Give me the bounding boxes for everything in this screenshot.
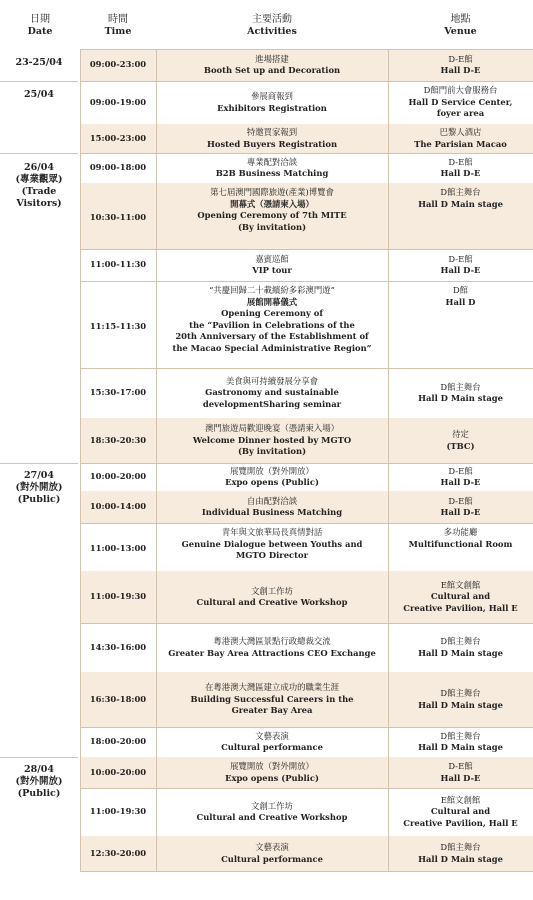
time-cell: 09:00-19:00 <box>89 96 147 107</box>
activity-cell <box>156 757 388 788</box>
venue-line: Hall D-E <box>440 772 481 783</box>
date-line: (Public) <box>17 494 61 505</box>
row-divider <box>80 49 533 50</box>
header-date <box>0 14 80 38</box>
activity-cell <box>156 124 388 153</box>
header-time <box>80 14 156 38</box>
header-date-cn: 日期 <box>30 14 50 25</box>
time-cell: 18:30-20:30 <box>89 434 147 445</box>
header-time-cn: 時間 <box>108 14 128 25</box>
venue-line: foyer area <box>436 108 485 119</box>
column-divider <box>80 49 81 871</box>
venue-line: D-E館 <box>448 253 473 264</box>
activity-cell <box>156 571 388 623</box>
header-activities-en: Activities <box>247 26 297 37</box>
time-cell: 10:00-14:00 <box>89 501 147 512</box>
venue-line: D館 <box>452 285 469 295</box>
activity-line: 展館開幕儀式 <box>246 296 298 307</box>
activity-line: 嘉賓巡館 <box>255 253 289 264</box>
activity-line: Welcome Dinner hosted by MGTO <box>192 434 352 445</box>
activity-line: 展覽開放（對外開放） <box>230 761 314 771</box>
time-cell: 11:15-11:30 <box>89 320 147 331</box>
activity-line: Exhibitors Registration <box>217 102 327 113</box>
column-divider <box>156 49 157 871</box>
activity-line: 展覽開放（對外開放） <box>230 465 314 476</box>
activity-line: 特邀買家報到 <box>246 127 298 137</box>
table-row <box>80 368 533 418</box>
header-date-en: Date <box>27 26 53 37</box>
time-cell: 15:00-23:00 <box>89 132 147 143</box>
table-row <box>80 672 533 727</box>
date-cell <box>0 764 78 800</box>
date-line: (Trade Visitors) <box>16 186 62 209</box>
venue-cell <box>388 672 533 727</box>
venue-cell <box>388 368 533 418</box>
date-line: 26/04 <box>24 162 54 173</box>
activity-line: the “Pavilion in Celebrations of the <box>189 319 355 330</box>
table-row <box>80 124 533 153</box>
table-row <box>80 81 533 124</box>
table-row <box>80 153 533 183</box>
activity-line: Booth Set up and Decoration <box>203 65 341 75</box>
header-venue-cn: 地點 <box>450 14 471 25</box>
activity-cell <box>156 81 388 124</box>
activity-cell <box>156 418 388 463</box>
venue-line: D-E館 <box>448 53 473 64</box>
activity-line: Building Successful Careers in the <box>190 693 354 704</box>
activity-line: “共慶回歸二十載繽紛多彩澳門遊” <box>209 285 335 295</box>
activity-line: Individual Business Matching <box>201 507 343 517</box>
activity-line: MGTO Director <box>235 550 309 560</box>
venue-line: Hall D Main stage <box>418 853 503 864</box>
venue-cell <box>388 491 533 523</box>
activity-line: developmentSharing seminar <box>202 398 342 409</box>
venue-line: E館文創館 <box>440 794 481 805</box>
table-row <box>80 623 533 672</box>
venue-cell <box>388 788 533 836</box>
activity-line: Cultural and Creative Workshop <box>196 812 348 822</box>
activity-cell <box>156 281 388 368</box>
activity-line: 美食與可持續發展分享會 <box>225 375 319 386</box>
time-cell: 16:30-18:00 <box>89 693 147 704</box>
time-cell: 12:30-20:00 <box>89 847 147 858</box>
column-divider <box>388 49 389 871</box>
activity-cell <box>156 623 388 672</box>
venue-line: Hall D Main stage <box>418 742 503 752</box>
date-cell <box>0 470 78 506</box>
table-row <box>80 571 533 623</box>
date-line: (Public) <box>17 788 61 799</box>
venue-line: D-E館 <box>448 761 473 771</box>
activity-line: VIP tour <box>252 265 292 275</box>
time-cell: 18:00-20:00 <box>89 736 147 747</box>
venue-line: Hall D-E <box>440 265 481 275</box>
header-activities <box>156 14 388 38</box>
activity-cell <box>156 249 388 281</box>
activity-line: (By invitation) <box>237 446 307 457</box>
venue-line: D-E館 <box>448 465 473 476</box>
table-row <box>80 836 533 871</box>
activity-line: 20th Anniversary of the Establishment of <box>175 331 369 341</box>
date-line: 25/04 <box>24 89 54 100</box>
activity-line: Expo opens (Public) <box>225 477 319 487</box>
venue-cell <box>388 124 533 153</box>
activity-cell <box>156 491 388 523</box>
date-line: 28/04 <box>24 764 54 775</box>
table-row <box>80 757 533 788</box>
time-cell: 09:00-18:00 <box>89 162 147 173</box>
table-row <box>80 491 533 523</box>
time-cell: 10:00-20:00 <box>89 471 147 482</box>
row-divider <box>80 871 533 872</box>
activity-line: the Macao Special Administrative Region” <box>172 342 372 353</box>
activity-line: 參展商報到 <box>251 91 293 101</box>
date-line: (專業觀眾) <box>15 174 63 185</box>
table-row <box>80 49 533 81</box>
venue-line: 巴黎人酒店 <box>439 127 482 137</box>
date-cell <box>0 89 78 101</box>
venue-line: 多功能廳 <box>443 527 478 537</box>
header-activities-cn: 主要活動 <box>252 14 292 25</box>
venue-cell <box>388 727 533 757</box>
time-cell: 11:00-19:30 <box>89 806 147 817</box>
date-line: 23-25/04 <box>15 57 63 68</box>
activity-line: Cultural performance <box>221 853 323 864</box>
venue-line: Hall D-E <box>440 507 481 517</box>
venue-line: (TBC) <box>446 440 475 451</box>
time-cell: 11:00-19:30 <box>89 591 147 602</box>
activity-cell <box>156 49 388 81</box>
venue-line: D館門前大會服務台 <box>423 85 498 96</box>
activity-cell <box>156 788 388 836</box>
venue-line: D館主舞台 <box>440 187 481 197</box>
activity-cell <box>156 153 388 183</box>
activity-line: Gastronomy and sustainable <box>205 387 339 398</box>
header-time-en: Time <box>104 26 132 37</box>
activity-line: 自由配對洽談 <box>246 495 298 506</box>
venue-cell <box>388 623 533 672</box>
activity-line: (By invitation) <box>237 221 307 232</box>
date-divider <box>0 81 78 82</box>
activity-line: Hosted Buyers Registration <box>206 138 338 149</box>
activity-cell <box>156 463 388 491</box>
venue-cell <box>388 463 533 491</box>
table-row <box>80 463 533 491</box>
venue-cell <box>388 153 533 183</box>
time-cell: 11:00-13:00 <box>89 543 147 554</box>
venue-cell <box>388 418 533 463</box>
venue-line: Multifunctional Room <box>408 538 513 549</box>
activity-line: 專業配對洽談 <box>246 156 298 167</box>
activity-cell <box>156 183 388 249</box>
activity-line: 文創工作坊 <box>251 800 293 811</box>
date-divider <box>0 463 78 464</box>
activity-line: Greater Bay Area <box>231 705 313 716</box>
activity-line: 第七屆澳門國際旅遊(產業)博覽會 <box>210 187 334 197</box>
venue-line: The Parisian Macao <box>414 138 507 149</box>
activity-line: 進場搭建 <box>255 53 289 64</box>
table-row <box>80 281 533 368</box>
venue-line: Hall D Service Center, <box>408 96 513 107</box>
venue-line: E館文創館 <box>440 579 481 590</box>
venue-line: D館主舞台 <box>440 688 481 698</box>
venue-cell <box>388 249 533 281</box>
date-cell <box>0 57 78 69</box>
venue-cell <box>388 571 533 623</box>
venue-line: Hall D-E <box>440 477 481 487</box>
venue-line: D-E館 <box>448 156 473 167</box>
activity-line: 文創工作坊 <box>251 585 293 596</box>
activity-line: 開幕式（憑請柬入場） <box>230 198 314 209</box>
activity-line: 粵港澳大灣區景點行政總裁交流 <box>213 636 331 646</box>
venue-line: D館主舞台 <box>440 636 481 646</box>
venue-line: D館主舞台 <box>440 730 481 741</box>
date-line: 27/04 <box>24 470 54 481</box>
venue-line: Hall D-E <box>440 65 481 75</box>
venue-line: Cultural and <box>430 591 491 602</box>
venue-line: Hall D Main stage <box>418 699 503 710</box>
venue-cell <box>388 836 533 871</box>
venue-cell <box>388 757 533 788</box>
activity-cell <box>156 836 388 871</box>
activity-line: Cultural and Creative Workshop <box>196 597 348 607</box>
date-divider <box>0 757 78 758</box>
header-venue <box>388 14 533 38</box>
activity-line: B2B Business Matching <box>215 168 329 178</box>
venue-cell <box>388 81 533 124</box>
time-cell: 15:30-17:00 <box>89 387 147 398</box>
time-cell: 09:00-23:00 <box>89 59 147 70</box>
activity-line: 青年與文旅華局長真情對話 <box>221 527 323 537</box>
table-row <box>80 727 533 757</box>
activity-line: Opening Ceremony of 7th MITE <box>197 210 347 220</box>
venue-cell <box>388 523 533 571</box>
venue-line: D館主舞台 <box>440 842 481 852</box>
activity-cell <box>156 672 388 727</box>
activity-line: Greater Bay Area Attractions CEO Exchange <box>168 647 376 658</box>
table-row <box>80 418 533 463</box>
activity-cell <box>156 523 388 571</box>
venue-line: Hall D Main stage <box>418 393 503 403</box>
venue-line: Creative Pavilion, Hall E <box>403 602 518 613</box>
time-cell: 10:00-20:00 <box>89 766 147 777</box>
venue-line: Hall D Main stage <box>418 647 503 658</box>
venue-line: Hall D Main stage <box>418 198 503 209</box>
date-line: (對外開放) <box>15 776 63 787</box>
date-divider <box>0 153 78 154</box>
activity-line: 在粵港澳大灣區建立成功的職業生涯 <box>205 682 339 693</box>
venue-cell <box>388 281 533 368</box>
time-cell: 11:00-11:30 <box>89 259 147 270</box>
venue-line: Cultural and <box>430 806 491 817</box>
table-row <box>80 249 533 281</box>
venue-line: D-E館 <box>448 495 473 506</box>
time-cell: 10:30-11:00 <box>89 212 147 223</box>
table-row <box>80 183 533 249</box>
venue-line: D館主舞台 <box>440 381 481 392</box>
venue-cell <box>388 49 533 81</box>
activity-line: Expo opens (Public) <box>225 772 319 783</box>
activity-line: Opening Ceremony of <box>221 308 323 318</box>
venue-line: Hall D <box>445 296 476 307</box>
date-cell <box>0 162 78 210</box>
venue-line: Hall D-E <box>440 168 481 178</box>
activity-line: 澳門旅遊局歡迎晚宴（憑請柬入場） <box>205 423 339 434</box>
activity-cell <box>156 368 388 418</box>
activity-cell <box>156 727 388 757</box>
venue-line: Creative Pavilion, Hall E <box>403 817 518 828</box>
activity-line: Genuine Dialogue between Youths and <box>181 538 363 549</box>
activity-line: 文藝表演 <box>255 842 289 852</box>
header-venue-en: Venue <box>444 26 477 37</box>
activity-line: 文藝表演 <box>255 730 289 741</box>
activity-line: Cultural performance <box>221 742 323 752</box>
table-row <box>80 788 533 836</box>
venue-cell <box>388 183 533 249</box>
venue-line: 待定 <box>452 429 469 439</box>
time-cell: 14:30-16:00 <box>89 641 147 652</box>
table-row <box>80 523 533 571</box>
date-line: (對外開放) <box>15 482 63 493</box>
